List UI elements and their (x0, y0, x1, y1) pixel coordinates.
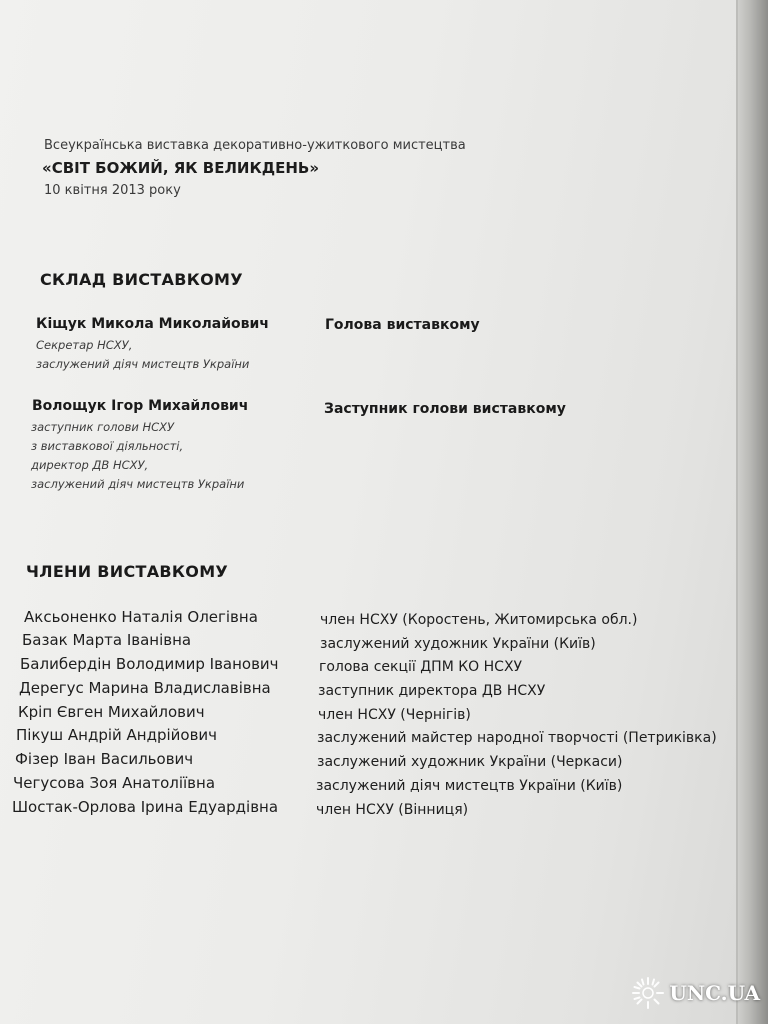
member-name: Аксьоненко Наталія Олегівна (24, 608, 258, 626)
person-role: Голова виставкому (325, 317, 480, 333)
description-line: заслужений діяч мистецтв України (36, 357, 250, 371)
member-info: заслужений художник України (Київ) (320, 636, 596, 652)
member-info: член НСХУ (Коростень, Житомирська обл.) (320, 612, 638, 628)
member-name: Фізер Іван Васильович (15, 750, 194, 768)
person-description (31, 418, 244, 494)
watermark (631, 976, 760, 1010)
exhibition-title: «СВІТ БОЖИЙ, ЯК ВЕЛИКДЕНЬ» (42, 159, 320, 177)
member-name: Дерегус Марина Владиславівна (19, 679, 271, 697)
committee-heading: СКЛАД ВИСТАВКОМУ (40, 270, 243, 289)
exhibition-subtitle: Всеукраїнська виставка декоративно-ужиткового мистецтва (44, 138, 466, 153)
member-info: заступник директора ДВ НСХУ (318, 683, 546, 699)
watermark-text: UNC.UA (669, 981, 760, 1005)
member-info: член НСХУ (Вінниця) (316, 802, 469, 818)
sunburst-icon (631, 976, 665, 1010)
member-info: заслужений майстер народної творчості (Петриківка) (317, 730, 717, 746)
member-name: Пікуш Андрій Андрійович (16, 726, 218, 744)
description-line: заступник голови НСХУ (31, 420, 175, 434)
members-heading: ЧЛЕНИ ВИСТАВКОМУ (26, 562, 229, 581)
member-name: Шостак-Орлова Ірина Едуардівна (12, 798, 279, 816)
description-line: директор ДВ НСХУ, (31, 458, 149, 472)
book-page-edge (738, 0, 768, 1024)
exhibition-date: 10 квітня 2013 року (44, 183, 181, 198)
person-role: Заступник голови виставкому (324, 401, 566, 417)
member-info: голова секції ДПМ КО НСХУ (319, 659, 523, 675)
person-description (36, 336, 249, 374)
description-line: з виставкової діяльності, (31, 439, 184, 453)
description-line: заслужений діяч мистецтв України (31, 477, 245, 491)
member-name: Базак Марта Іванівна (22, 631, 192, 649)
person-name: Кіщук Микола Миколайович (36, 316, 269, 332)
member-info: заслужений художник України (Черкаси) (317, 754, 623, 770)
description-line: Секретар НСХУ, (36, 338, 133, 352)
member-info: заслужений діяч мистецтв України (Київ) (316, 778, 623, 794)
member-info: член НСХУ (Чернігів) (318, 707, 471, 723)
member-name: Балибердін Володимир Іванович (20, 655, 279, 673)
page-fold-line (736, 0, 738, 1024)
member-name: Чегусова Зоя Анатоліївна (13, 774, 216, 792)
person-name: Волощук Ігор Михайлович (32, 398, 249, 414)
member-name: Кріп Євген Михайлович (18, 703, 205, 721)
